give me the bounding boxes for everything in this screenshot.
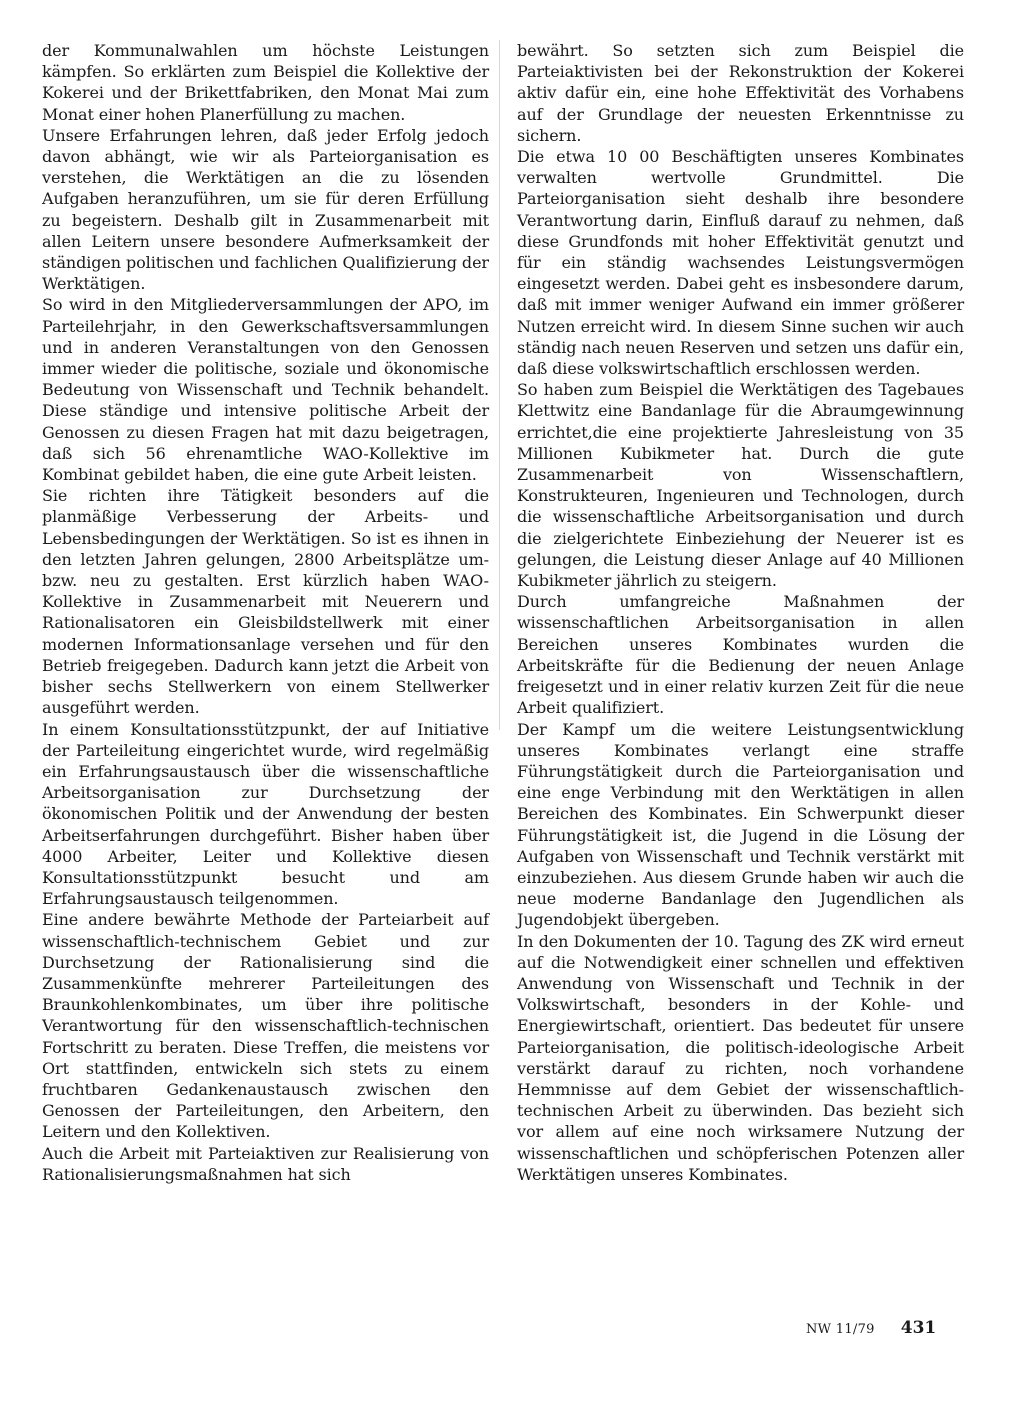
paragraph: bewährt. So setzten sich zum Beispiel die Parteiaktivisten bei der Rekonstruktion der Kokerei aktiv dafür ein, eine hohe Effektivität des Vorhabens auf der Grundlage der neuesten Erkenntnisse zu sichern. xyxy=(517,41,964,145)
text-column-right xyxy=(517,40,964,1340)
paragraph: Der Kampf um die weitere Leistungsentwicklung unseres Kombinates verlangt eine straffe Führungstätigkeit durch die Parteiorganisation und eine enge Verbindung mit den Werktätigen in allen Bereichen des Kombinates. Ein Schwerpunkt dieser Führungstätigkeit ist, die Jugend in die Lösung der Aufgaben von Wissenschaft und Technik verstärkt mit einzubeziehen. Aus diesem Grunde haben wir auch die neue moderne Bandanlage den Jugendlichen als Jugendobjekt übergeben. xyxy=(517,719,964,930)
page-body xyxy=(42,40,964,1340)
paragraph: Unsere Erfahrungen lehren, daß jeder Erfolg jedoch davon abhängt, wie wir als Parteiorganisation es verstehen, die Werktätigen an die zu lösenden Aufgaben heranzuführen, um sie für deren Erfüllung zu begeistern. Deshalb gilt in Zusammenarbeit mit allen Leitern unsere besondere Aufmerksamkeit der ständigen politischen und fachlichen Qualifizierung der Werktätigen. xyxy=(42,125,489,294)
paragraph: der Kommunalwahlen um höchste Leistungen kämpfen. So erklärten zum Beispiel die Kollektive der Kokerei und der Brikettfabriken, den Monat Mai zum Monat einer hohen Planerfüllung zu machen. xyxy=(42,41,489,124)
paragraph: So wird in den Mitgliederversammlungen der APO, im Parteilehrjahr, in den Gewerkschaftsversammlungen und in anderen Veranstaltungen von den Genossen immer wieder die politische, soziale und ökonomische Bedeutung von Wissenschaft und Technik behandelt. Diese ständige und intensive politische Arbeit der Genossen zu diesen Fragen hat mit dazu beigetragen, daß sich 56 ehrenamtliche WAO-Kollektive im Kombinat gebildet haben, die eine gute Arbeit leisten. xyxy=(42,295,489,485)
paragraph: So haben zum Beispiel die Werktätigen des Tagebaues Klettwitz eine Bandanlage für die Abraumgewinnung errichtet,die eine projektierte Jahresleistung von 35 Millionen Kubikmeter hat. Durch die gute Zusammenarbeit von Wissenschaftlern, Konstrukteuren, Ingenieuren und Technologen, durch die wissenschaftliche Arbeitsorganisation und durch die zielgerichtete Einbeziehung der Neuerer ist es gelungen, die Leistung dieser Anlage auf 40 Millionen Kubikmeter jährlich zu steigern. xyxy=(517,380,964,591)
paragraph: In den Dokumenten der 10. Tagung des ZK wird erneut auf die Notwendigkeit einer schnellen und effektiven Anwendung von Wissenschaft und Technik in der Volkswirtschaft, besonders in der Kohle- und Energiewirtschaft, orientiert. Das bedeutet für unsere Parteiorganisation, die politisch-ideologische Arbeit verstärkt darauf zu richten, noch vorhandene Hemmnisse auf dem Gebiet der wissenschaftlich-technischen Arbeit zu überwinden. Das bezieht sich vor allem auf eine noch wirksamere Nutzung der wissenschaftlichen und schöpferischen Potenzen aller Werktätigen unseres Kombinates. xyxy=(517,931,964,1184)
paragraph: In einem Konsultationsstützpunkt, der auf Initiative der Parteileitung eingerichtet wurde, wird regelmäßig ein Erfahrungsaustausch über die wissenschaftliche Arbeitsorganisation zur Durchsetzung der ökonomischen Politik und der Anwendung der besten Arbeitserfahrungen durchgeführt. Bisher haben über 4000 Arbeiter, Leiter und Kollektive diesen Konsultationsstützpunkt besucht und am Erfahrungsaustausch teilgenommen. xyxy=(42,719,489,909)
paragraph: Die etwa 10 00 Beschäftigten unseres Kombinates verwalten wertvolle Grundmittel. Die Parteiorganisation sieht deshalb ihre besondere Verantwortung darin, Einfluß darauf zu nehmen, daß diese Grundfonds mit hoher Effektivität genutzt und für ein ständig wachsendes Leistungsvermögen eingesetzt werden. Dabei geht es insbesondere darum, daß mit immer weniger Aufwand ein immer größerer Nutzen erreicht wird. In diesem Sinne suchen wir auch ständig nach neuen Reserven und setzen uns dafür ein, daß diese volkswirtschaftlich erschlossen werden. xyxy=(517,147,964,379)
page-footer xyxy=(806,1318,936,1338)
paragraph: Eine andere bewährte Methode der Parteiarbeit auf wissenschaftlich-technischem Gebiet und zur Durchsetzung der Rationalisierung sind die Zusammenkünfte mehrerer Parteileitungen des Braunkohlenkombinates, um über ihre politische Verantwortung für den wissenschaftlich-technischen Fortschritt zu beraten. Diese Treffen, die meistens vor Ort stattfinden, entwickeln sich stets zu einem fruchtbaren Gedankenaustausch zwischen den Genossen der Parteileitungen, den Arbeitern, den Leitern und den Kollektiven. xyxy=(42,910,489,1142)
paragraph: Auch die Arbeit mit Parteiaktiven zur Realisierung von Rationalisierungsmaßnahmen hat sich xyxy=(42,1143,489,1184)
paragraph: Durch umfangreiche Maßnahmen der wissenschaftlichen Arbeitsorganisation in allen Bereichen unseres Kombinates wurden die Arbeitskräfte für die Bedienung der neuen Anlage freigesetzt und in einer relativ kurzen Zeit für die neue Arbeit qualifiziert. xyxy=(517,592,964,718)
text-column-left xyxy=(42,40,489,1340)
paragraph: Sie richten ihre Tätigkeit besonders auf die planmäßige Verbesserung der Arbeits- und Lebensbedingungen der Werktätigen. So ist es ihnen in den letzten Jahren gelungen, 2800 Arbeitsplätze um- bzw. neu zu gestalten. Erst kürzlich haben WAO-Kollektive in Zusammenarbeit mit Neuerern und Rationalisatoren ein Gleisbildstellwerk mit einer modernen Informationsanlage versehen und für den Betrieb freigegeben. Dadurch kann jetzt die Arbeit von bisher sechs Stellwerkern von einem Stellwerker ausgeführt werden. xyxy=(42,486,489,718)
journal-reference: NW 11/79 xyxy=(806,1322,875,1337)
column-divider xyxy=(499,40,500,730)
page-number: 431 xyxy=(900,1318,937,1338)
